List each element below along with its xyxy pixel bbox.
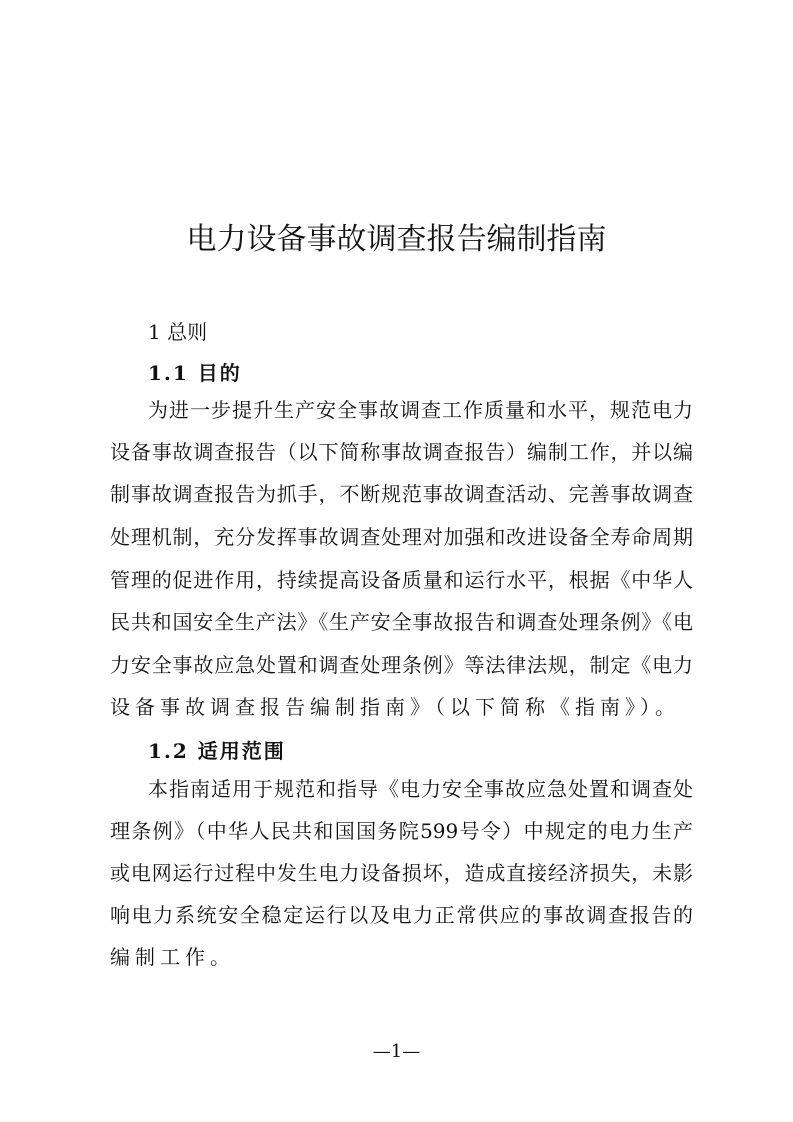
paragraph-line: 力安全事故应急处置和调查处理条例》等法律法规，制定《电力 [110, 653, 693, 677]
paragraph-line: 处理机制，充分发挥事故调查处理对加强和改进设备全寿命周期 [110, 525, 693, 549]
paragraph-line: 制事故调查报告为抓手，不断规范事故调查活动、完善事故调查 [110, 482, 693, 506]
document-title: 电力设备事故调查报告编制指南 [186, 222, 607, 257]
subsection-heading-purpose: 1.1 目的 [148, 361, 242, 385]
paragraph-line: 理条例》（中华人民共和国国务院599号令）中规定的电力生产 [110, 819, 693, 843]
paragraph-line: 设备事故调查报告编制指南》（以下简称《指南》）。 [110, 695, 680, 719]
paragraph-line: 编制工作。 [110, 945, 235, 969]
paragraph-line: 响电力系统安全稳定运行以及电力正常供应的事故调查报告的 [110, 903, 693, 927]
subsection-heading-scope: 1.2 适用范围 [148, 739, 286, 763]
paragraph-line: 为进一步提升生产安全事故调查工作质量和水平，规范电力 [148, 398, 693, 422]
paragraph-line: 民共和国安全生产法》《生产安全事故报告和调查处理条例》《电 [110, 610, 693, 634]
paragraph-line: 管理的促进作用，持续提高设备质量和运行水平，根据《中华人 [110, 568, 693, 592]
paragraph-line: 或电网运行过程中发生电力设备损坏，造成直接经济损失，未影 [110, 861, 693, 885]
page-number: —1— [372, 1041, 421, 1062]
section-heading-general: 1 总则 [148, 320, 208, 344]
paragraph-line: 设备事故调查报告（以下简称事故调查报告）编制工作，并以编 [110, 440, 693, 464]
paragraph-line: 本指南适用于规范和指导《电力安全事故应急处置和调查处 [148, 777, 693, 801]
